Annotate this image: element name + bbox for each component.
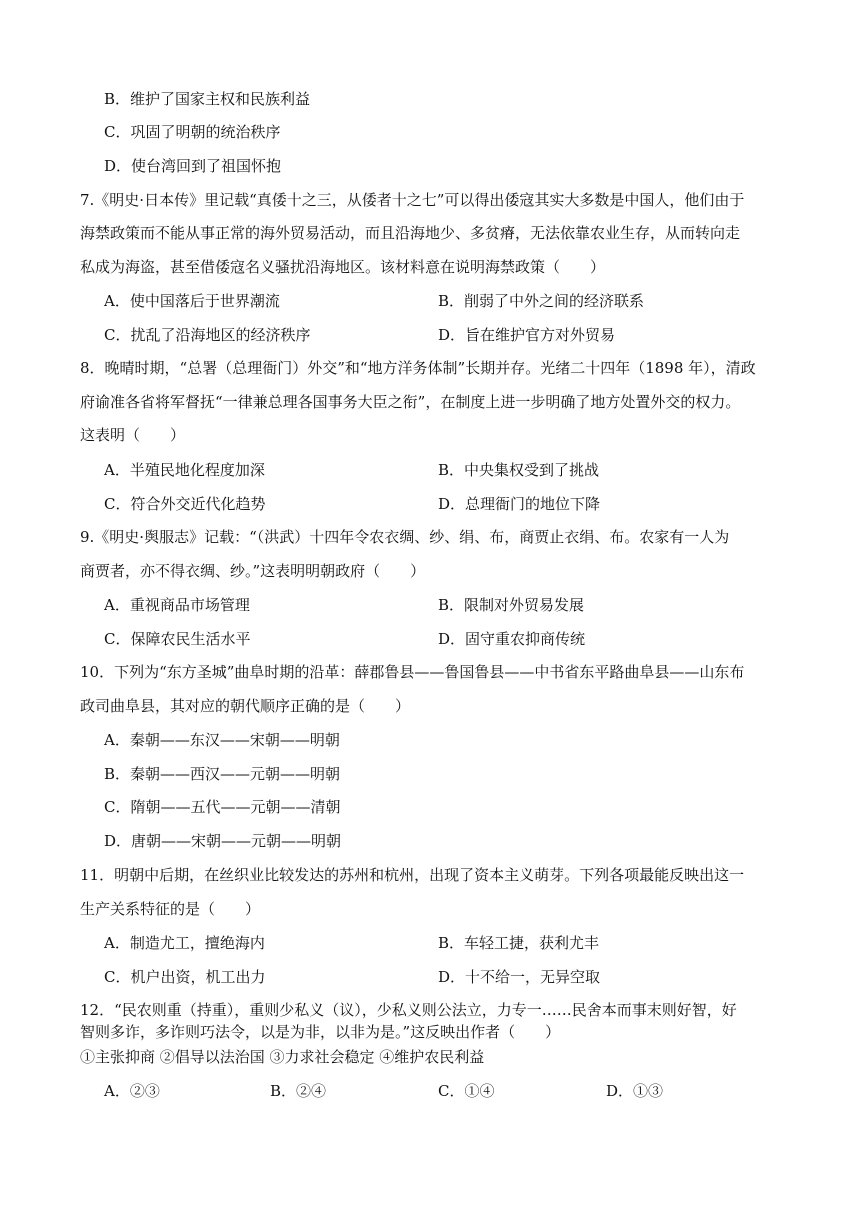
q8-option-c: C．符合外交近代化趋势 bbox=[104, 495, 266, 513]
q8-option-a: A．半殖民地化程度加深 bbox=[104, 461, 265, 479]
q11-option-c: C．机户出资，机工出力 bbox=[104, 968, 266, 986]
q12-stem-line-1: 12．“民农则重（持重），重则少私义（议），少私义则公法立，力专一……民舍本而事末则好智，好 bbox=[80, 1001, 737, 1019]
q6-option-c: C．巩固了明朝的统治秩序 bbox=[104, 123, 281, 141]
q11-stem-line-2: 生产关系特征的是（ ） bbox=[80, 900, 261, 918]
q7-option-a: A．使中国落后于世界潮流 bbox=[104, 292, 280, 310]
q10-stem-line-1: 10．下列为“东方圣城”曲阜时期的沿革：薛郡鲁县——鲁国鲁县——中书省东平路曲阜县——山东布 bbox=[80, 663, 745, 681]
q10-option-d: D．唐朝——宋朝——元朝——明朝 bbox=[104, 832, 342, 850]
q9-option-a: A．重视商品市场管理 bbox=[104, 596, 250, 614]
q8-stem-line-1: 8．晚晴时期，“总署（总理衙门）外交”和“地方洋务体制”长期并存。光绪二十四年（1898 年），清政 bbox=[80, 359, 756, 377]
q7-stem-line-3: 私成为海盗，甚至借倭寇名义骚扰沿海地区。该材料意在说明海禁政策（ ） bbox=[80, 258, 606, 276]
q9-option-d: D．固守重农抑商传统 bbox=[438, 630, 586, 648]
q10-stem-line-2: 政司曲阜县，其对应的朝代顺序正确的是（ ） bbox=[80, 697, 411, 715]
q11-option-b: B．车轻工捷，获利尤丰 bbox=[438, 934, 600, 952]
q12-option-d: D．①③ bbox=[606, 1082, 664, 1100]
q7-option-d: D．旨在维护官方对外贸易 bbox=[438, 326, 616, 344]
q8-option-b: B．中央集权受到了挑战 bbox=[438, 461, 600, 479]
q9-stem-line-1: 9.《明史·舆服志》记载：“（洪武）十四年令农衣绸、纱、绢、布，商贾止衣绢、布。农家有一人为 bbox=[80, 528, 730, 546]
q7-option-b: B．削弱了中外之间的经济联系 bbox=[438, 292, 645, 310]
q10-option-a: A．秦朝——东汉——宋朝——明朝 bbox=[104, 731, 340, 749]
q6-option-b: B．维护了国家主权和民族利益 bbox=[104, 90, 311, 108]
q9-option-b: B．限制对外贸易发展 bbox=[438, 596, 585, 614]
q10-option-c: C．隋朝——五代——元朝——清朝 bbox=[104, 798, 341, 816]
q12-option-c: C．①④ bbox=[438, 1082, 495, 1100]
q9-option-c: C．保障农民生活水平 bbox=[104, 630, 251, 648]
q12-stem-line-2: 智则多诈，多诈则巧法令，以是为非，以非为是。”这反映出作者（ ） bbox=[80, 1023, 561, 1041]
q9-stem-line-2: 商贾者，亦不得衣绸、纱。”这表明明朝政府（ ） bbox=[80, 562, 426, 580]
q12-option-b: B．②④ bbox=[270, 1082, 327, 1100]
q11-option-d: D．十不给一，无异空取 bbox=[438, 968, 601, 986]
q6-option-d: D．使台湾回到了祖国怀抱 bbox=[104, 157, 282, 175]
q7-stem-line-2: 海禁政策而不能从事正常的海外贸易活动，而且沿海地少、多贫瘠，无法依靠农业生存，从而转向走 bbox=[80, 224, 741, 242]
q11-option-a: A．制造尤工，擅绝海内 bbox=[104, 934, 265, 952]
q12-option-a: A．②③ bbox=[104, 1082, 160, 1100]
q8-option-d: D．总理衙门的地位下降 bbox=[438, 495, 601, 513]
q10-option-b: B．秦朝——西汉——元朝——明朝 bbox=[104, 765, 341, 783]
q12-statements: ①主张抑商 ②倡导以法治国 ③力求社会稳定 ④维护农民利益 bbox=[80, 1048, 485, 1066]
q7-stem-line-1: 7.《明史·日本传》里记载“真倭十之三，从倭者十之七”可以得出倭寇其实大多数是中国人，他们由于 bbox=[80, 191, 745, 209]
q8-stem-line-3: 这表明（ ） bbox=[80, 426, 186, 444]
q8-stem-line-2: 府谕准各省将军督抚“一律兼总理各国事务大臣之衔”，在制度上进一步明确了地方处置外交的权力。 bbox=[80, 393, 741, 411]
q7-option-c: C．扰乱了沿海地区的经济秩序 bbox=[104, 326, 311, 344]
q11-stem-line-1: 11．明朝中后期，在丝织业比较发达的苏州和杭州，出现了资本主义萌芽。下列各项最能反映出这一 bbox=[80, 866, 745, 884]
